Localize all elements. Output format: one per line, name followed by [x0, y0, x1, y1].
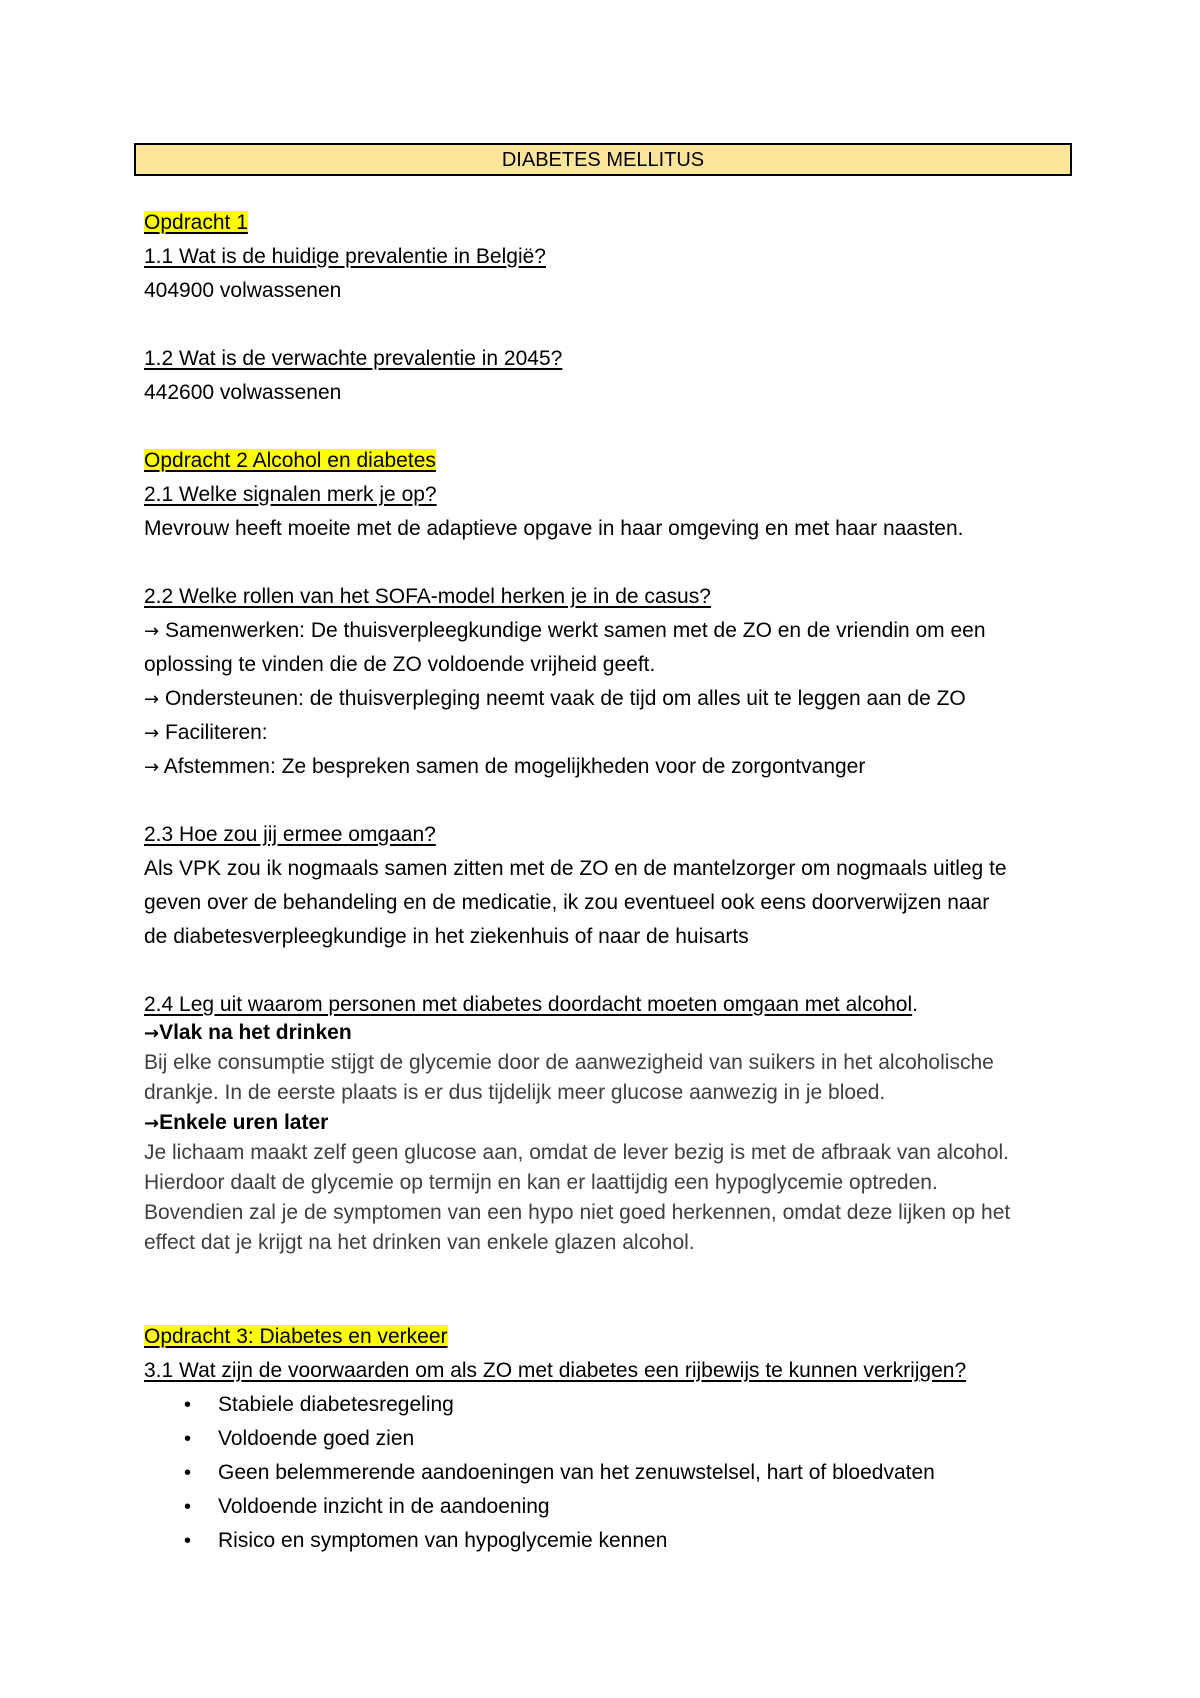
paragraph-line: effect dat je krijgt na het drinken van enkele glazen alcohol. — [144, 1231, 695, 1254]
list-item: Stabiele diabetesregeling — [218, 1393, 454, 1416]
document-title: DIABETES MELLITUS — [501, 149, 705, 171]
opdracht2-heading: Opdracht 2 Alcohol en diabetes — [144, 449, 436, 472]
paragraph-line: Bovendien zal je de symptomen van een hypo niet goed herkennen, omdat deze lijken op het — [144, 1201, 1011, 1224]
list-item: Risico en symptomen van hypoglycemie kennen — [218, 1529, 668, 1552]
list-item: Voldoende goed zien — [218, 1427, 415, 1450]
answer-2-2-line: → Afstemmen: Ze bespreken samen de mogelijkheden voor de zorgontvanger — [144, 755, 866, 778]
arrow-right-icon: → — [144, 1113, 160, 1134]
answer-2-1: Mevrouw heeft moeite met de adaptieve opgave in haar omgeving en met haar naasten. — [144, 517, 964, 540]
opdracht3-heading: Opdracht 3: Diabetes en verkeer — [144, 1325, 448, 1348]
bullet-icon: • — [184, 1428, 192, 1450]
arrow-right-icon: → — [144, 689, 160, 710]
answer-2-3-line: de diabetesverpleegkundige in het ziekenhuis of naar de huisarts — [144, 925, 749, 948]
paragraph-line: drankje. In de eerste plaats is er dus tijdelijk meer glucose aanwezig in je bloed. — [144, 1081, 886, 1104]
subheading-vlak-na-het-drinken: →Vlak na het drinken — [144, 1021, 352, 1044]
subheading-enkele-uren-later: →Enkele uren later — [144, 1111, 329, 1134]
arrow-right-icon: → — [144, 621, 160, 642]
bullet-icon: • — [184, 1496, 192, 1518]
answer-2-3-line: geven over de behandeling en de medicatie, ik zou eventueel ook eens doorverwijzen naar — [144, 891, 990, 914]
opdracht1-heading: Opdracht 1 — [144, 211, 248, 234]
answer-1-1: 404900 volwassenen — [144, 279, 342, 302]
arrow-right-icon: → — [144, 1023, 160, 1044]
question-2-4: 2.4 Leg uit waarom personen met diabetes doordacht moeten omgaan met alcohol. — [144, 993, 918, 1016]
arrow-right-icon: → — [144, 757, 160, 778]
arrow-right-icon: → — [144, 723, 160, 744]
bullet-icon: • — [184, 1462, 192, 1484]
document-title-box — [134, 143, 1072, 176]
answer-1-2: 442600 volwassenen — [144, 381, 342, 404]
paragraph-line: Je lichaam maakt zelf geen glucose aan, omdat de lever bezig is met de afbraak van alcohol. — [144, 1141, 1009, 1164]
question-3-1: 3.1 Wat zijn de voorwaarden om als ZO met diabetes een rijbewijs te kunnen verkrijgen? — [144, 1359, 967, 1382]
question-2-1: 2.1 Welke signalen merk je op? — [144, 483, 437, 506]
answer-2-2-line: oplossing te vinden die de ZO voldoende vrijheid geeft. — [144, 653, 656, 676]
question-1-1: 1.1 Wat is de huidige prevalentie in België? — [144, 245, 546, 268]
question-1-2: 1.2 Wat is de verwachte prevalentie in 2045? — [144, 347, 563, 370]
paragraph-line: Hierdoor daalt de glycemie op termijn en kan er laattijdig een hypoglycemie optreden. — [144, 1171, 938, 1194]
question-2-3: 2.3 Hoe zou jij ermee omgaan? — [144, 823, 436, 846]
bullet-icon: • — [184, 1530, 192, 1552]
answer-2-2-line: → Samenwerken: De thuisverpleegkundige werkt samen met de ZO en de vriendin om een — [144, 619, 986, 642]
answer-2-2-line: → Faciliteren: — [144, 721, 268, 744]
list-item: Geen belemmerende aandoeningen van het zenuwstelsel, hart of bloedvaten — [218, 1461, 935, 1484]
answer-2-2-line: → Ondersteunen: de thuisverpleging neemt vaak de tijd om alles uit te leggen aan de ZO — [144, 687, 966, 710]
bullet-icon: • — [184, 1394, 192, 1416]
question-2-2: 2.2 Welke rollen van het SOFA-model herken je in de casus? — [144, 585, 711, 608]
list-item: Voldoende inzicht in de aandoening — [218, 1495, 550, 1518]
answer-2-3-line: Als VPK zou ik nogmaals samen zitten met de ZO en de mantelzorger om nogmaals uitleg te — [144, 857, 1007, 880]
paragraph-line: Bij elke consumptie stijgt de glycemie door de aanwezigheid van suikers in het alcoholische — [144, 1051, 994, 1074]
